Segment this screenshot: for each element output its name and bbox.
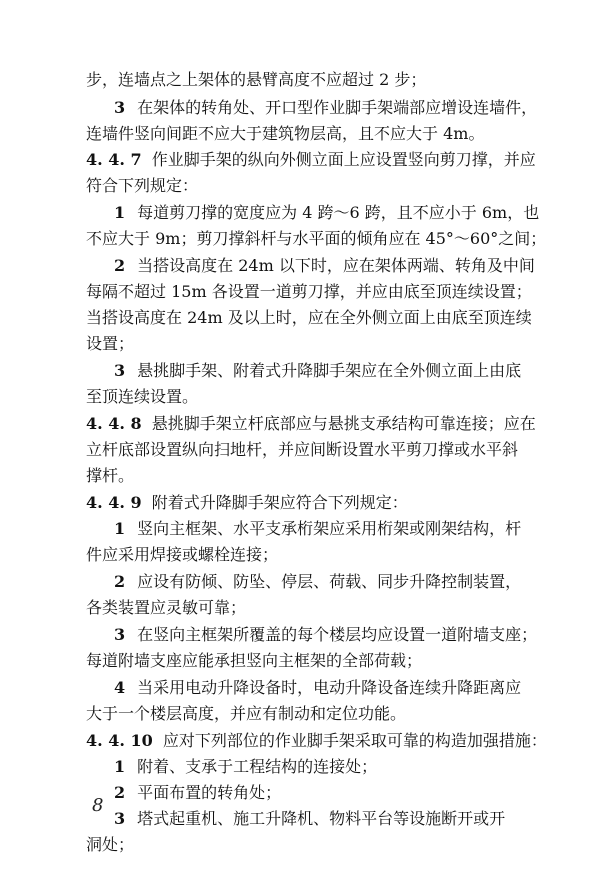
list-item: 3 在架体的转角处、开口型作业脚手架端部应增设连墙件， [114, 98, 538, 117]
text-line: 不应大于 9m；剪刀撑斜杆与水平面的倾角应在 45°～60°之间； [86, 229, 547, 248]
list-item: 2 平面布置的转角处； [114, 783, 282, 802]
text-line: 设置； [86, 334, 135, 353]
clause-4-4-10: 4. 4. 10 应对下列部位的作业脚手架采取可靠的构造加强措施： [86, 731, 547, 750]
clause-number: 4. 4. 9 [86, 493, 142, 512]
text-line: 步，连墙点之上架体的悬臂高度不应超过 2 步； [86, 70, 427, 89]
item-number: 2 [114, 783, 126, 802]
item-number: 4 [114, 678, 126, 697]
clause-4-4-7: 4. 4. 7 作业脚手架的纵向外侧立面上应设置竖向剪刀撑，并应 [86, 150, 536, 169]
list-item: 1 每道剪刀撑的宽度应为 4 跨～6 跨，且不应小于 6m，也 [114, 203, 540, 222]
text-line: 每道附墙支座应能承担竖向主框架的全部荷载； [86, 651, 423, 670]
item-number: 2 [114, 572, 126, 591]
item-number: 1 [114, 203, 126, 222]
clause-number: 4. 4. 7 [86, 150, 142, 169]
item-number: 3 [114, 809, 126, 828]
text-line: 符合下列规定： [86, 176, 199, 195]
item-number: 1 [114, 519, 126, 538]
list-item: 3 塔式起重机、施工升降机、物料平台等设施断开或开 [114, 809, 506, 828]
list-item: 1 竖向主框架、水平支承桁架应采用桁架或刚架结构，杆 [114, 519, 522, 538]
item-number: 3 [114, 625, 126, 644]
clause-4-4-8: 4. 4. 8 悬挑脚手架立杆底部应与悬挑支承结构可靠连接；应在 [86, 414, 536, 433]
text-line: 每隔不超过 15m 各设置一道剪刀撑，并应由底至顶连续设置； [86, 282, 532, 301]
clause-number: 4. 4. 8 [86, 414, 142, 433]
list-item: 3 悬挑脚手架、附着式升降脚手架应在全外侧立面上由底 [114, 361, 522, 380]
list-item: 3 在竖向主框架所覆盖的每个楼层均应设置一道附墙支座； [114, 625, 538, 644]
text-line: 撑杆。 [86, 466, 135, 485]
text-line: 当搭设高度在 24m 及以上时，应在全外侧立面上由底至顶连续 [86, 308, 532, 327]
text-line: 洞处； [86, 835, 135, 854]
list-item: 2 当搭设高度在 24m 以下时，应在架体两端、转角及中间 [114, 256, 535, 275]
item-number: 2 [114, 256, 126, 275]
list-item: 2 应设有防倾、防坠、停层、荷载、同步升降控制装置， [114, 572, 522, 591]
text-line: 至顶连续设置。 [86, 387, 199, 406]
page-number: 8 [92, 795, 104, 816]
item-number: 3 [114, 361, 126, 380]
clause-number: 4. 4. 10 [86, 731, 153, 750]
list-item: 1 附着、支承于工程结构的连接处； [114, 757, 378, 776]
text-line: 连墙件竖向间距不应大于建筑物层高，且不应大于 4m。 [86, 124, 485, 143]
text-line: 立杆底部设置纵向扫地杆，并应间断设置水平剪刀撑或水平斜 [86, 440, 519, 459]
item-number: 3 [114, 98, 126, 117]
text-line: 各类装置应灵敏可靠； [86, 598, 247, 617]
item-number: 1 [114, 757, 126, 776]
text-line: 大于一个楼层高度，并应有制动和定位功能。 [86, 704, 407, 723]
list-item: 4 当采用电动升降设备时，电动升降设备连续升降距离应 [114, 678, 522, 697]
clause-4-4-9: 4. 4. 9 附着式升降脚手架应符合下列规定： [86, 493, 408, 512]
text-line: 件应采用焊接或螺栓连接； [86, 545, 279, 564]
